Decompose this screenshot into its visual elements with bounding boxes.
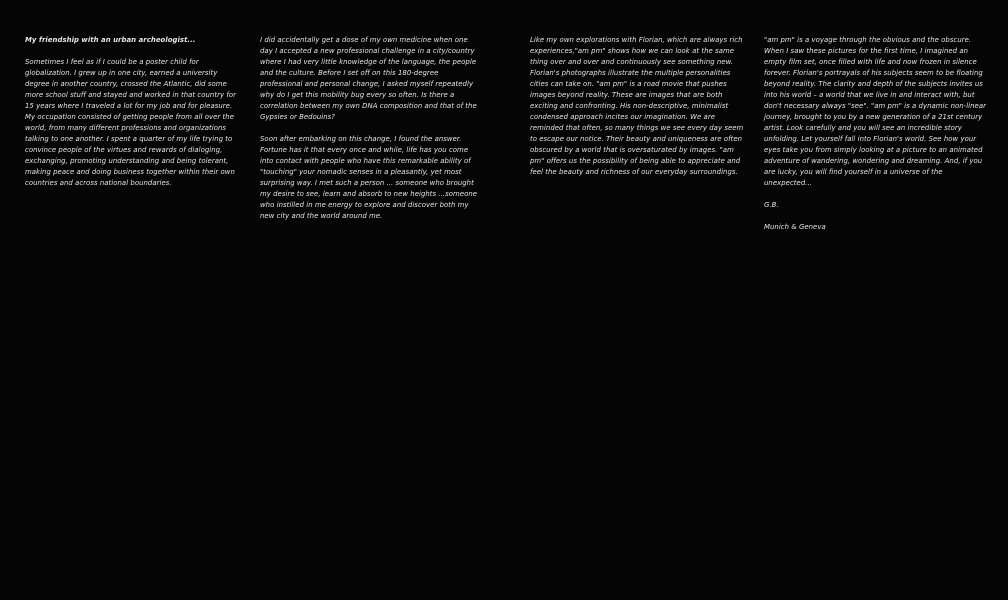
paragraph-globalization: Sometimes I feel as if I could be a poster child for globalization. I grew up in one city, earned a university degree in another country, crossed the Atlantic, did some more school stuff and stayed and worked in that country for 15 years where I traveled a lot for my job and for pleasure. My occupation consisted of getting people from all over the world, from many different professions and organizations talking to one another. I spent a quarter of my life trying to convince people of the virtues and rewards of dialoging, exchanging, promoting understanding and being tolerant, making peace and doing business together within their own countries and across national boundaries. — [25, 58, 236, 187]
paragraph-medicine: I did accidentally get a dose of my own medicine when one day I accepted a new professional challenge in a city/country where I had very little knowledge of the language, the people and the culture. Before I set off on this 180-degree professional and personal change, I asked myself repeatedly why do I get this mobility bug every so often. Is there a correlation between my own DNA composition and that of the Gypsies or Bedouins? — [260, 36, 477, 121]
paragraph-voyage: "am pm" is a voyage through the obvious and the obscure. When I saw these pictures for the first time, I imagined an empty film set, once filled with life and now frozen in silence forever. Florian's portrayals of his subjects seem to be floating beyond reality. The clarity and depth of the subjects invites us into his world – a world that we live in and interact with, but don't necessary always "see". "am pm" is a dynamic non-linear journey, brought to you by a new generation of a 21st century artist. Look carefully and you will see an incredible story unfolding. Let yourself fall into Florian's world. See how your eyes take you from simply looking at a picture to an animated adventure of wandering, wondering and dreaming. And, if you are lucky, you will find yourself in a universe of the unexpected... — [764, 36, 986, 187]
text-column-1 — [25, 35, 241, 200]
paragraph-explorations: Like my own explorations with Florian, which are always rich experiences,"am pm" shows how we can look at the same thing over and over and continuously see something new. Florian's photographs illustrate the multiple personalities cities can take on. "am pm" is a road movie that pushes images beyond reality. These are images that are both exciting and confronting. His non-descriptive, minimalist condensed approach incites our imagination. We are reminded that often, so many things we see every day seem to escape our notice. Their beauty and uniqueness are often obscured by a world that is oversaturated by images. "am pm" offers us the possibility of being able to appreciate and feel the beauty and richness of our everyday surroundings. — [530, 36, 744, 176]
text-column-4 — [764, 35, 986, 244]
signature-initials: G.B. — [764, 201, 779, 209]
text-column-2 — [260, 35, 482, 233]
article-heading: My friendship with an urban archeologist... — [25, 36, 196, 44]
text-column-3 — [530, 35, 746, 189]
signature-location: Munich & Geneva — [764, 223, 826, 231]
paragraph-answer: Soon after embarking on this change, I found the answer. Fortune has it that every once and while, life has you come into contact with people who have this remarkable ability of "touching" your nomadic senses in a pleasantly, yet most surprising way. I met such a person ... someone who brought my desire to see, learn and absorb to new heights ...someone who instilled in me energy to explore and discover both my new city and the world around me. — [260, 135, 478, 220]
